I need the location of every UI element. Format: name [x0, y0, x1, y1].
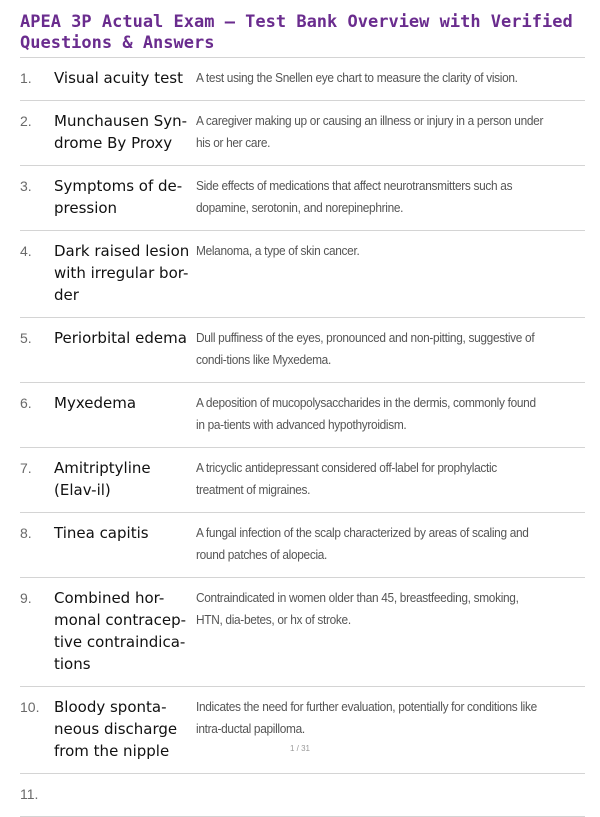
item-number: 8.: [20, 525, 32, 541]
list-item: [20, 774, 585, 817]
list-item: [20, 383, 585, 448]
item-number: 10.: [20, 699, 40, 715]
item-number: 3.: [20, 178, 32, 194]
item-definition: A test using the Snellen eye chart to measure the clarity of vision.: [196, 70, 518, 85]
item-number: 9.: [20, 590, 32, 606]
item-definition: A tricyclic antidepressant considered off-label for prophylactic treatment of migraines.: [196, 460, 497, 497]
item-definition: Dull puffiness of the eyes, pronounced and non-pitting, suggestive of condi-tions like Myxedema.: [196, 330, 535, 367]
item-definition: Side effects of medications that affect neurotransmitters such as dopamine, serotonin, and norepinephrine.: [196, 178, 513, 215]
item-definition: A fungal infection of the scalp characterized by areas of scaling and round patches of alopecia.: [196, 525, 529, 562]
list-item: [20, 513, 585, 578]
item-number: 11.: [20, 786, 39, 802]
item-definition: A deposition of mucopolysaccharides in the dermis, commonly found in pa-tients with advanced hypothyroidism.: [196, 395, 536, 432]
list-item: [20, 58, 585, 101]
item-term: Bloody sponta-neous discharge from the nipple: [54, 698, 178, 760]
item-term: Combined hor-monal contracep-tive contraindica-tions: [54, 589, 187, 673]
item-number: 5.: [20, 330, 32, 346]
item-number: 7.: [20, 460, 32, 476]
item-term: Periorbital edema: [54, 329, 187, 347]
item-number: 4.: [20, 243, 32, 259]
item-definition: Contraindicated in women older than 45, breastfeeding, smoking, HTN, dia-betes, or hx of stroke.: [196, 590, 519, 627]
item-term: Tinea capitis: [54, 524, 149, 542]
page-number: 1 / 31: [289, 744, 310, 753]
item-term: Dark raised lesion with irregular bor-der: [54, 242, 190, 304]
item-definition: A caregiver making up or causing an illness or injury in a person under his or her care.: [196, 113, 544, 150]
item-number: 2.: [20, 113, 32, 129]
item-number: 1.: [20, 70, 32, 86]
list-item: [20, 166, 585, 231]
item-term: Symptoms of de-pression: [54, 177, 183, 217]
item-definition: Indicates the need for further evaluation, potentially for conditions like intra-ductal papilloma.: [196, 699, 537, 736]
item-term: Amitriptyline (Elav-il): [54, 459, 151, 499]
list-item: [20, 231, 585, 318]
list-item: [20, 101, 585, 166]
document-title: APEA 3P Actual Exam – Test Bank Overview with Verified Questions & Answers: [20, 12, 573, 53]
list-item: [20, 318, 585, 383]
item-term: Myxedema: [54, 394, 137, 412]
item-term: Munchausen Syn-drome By Proxy: [54, 112, 188, 152]
qa-list: [20, 57, 585, 817]
list-item: [20, 578, 585, 687]
list-item: [20, 448, 585, 513]
item-definition: Melanoma, a type of skin cancer.: [196, 243, 360, 258]
item-number: 6.: [20, 395, 32, 411]
list-item: [20, 687, 585, 774]
item-term: Visual acuity test: [54, 69, 183, 87]
